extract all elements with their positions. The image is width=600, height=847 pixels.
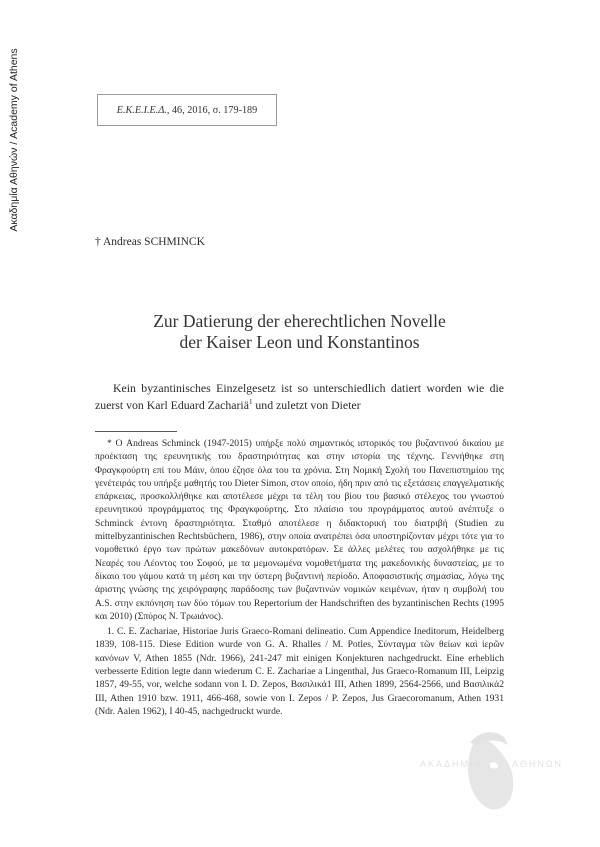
footnote-1: 1. C. E. Zachariae, Historiae Juris Graeco-Romani delineatio. Cum Appendice Ineditorum, Heidelberg 1839, 108-115. Diese Edition wurde von G. A. Rhalles / M. Potles, Σύνταγμα τῶν θείων καὶ ἱερῶν κανόνων V, Athen 1855 (Ndr. 1966), 241-247 mit einigen Konjekturen nachgedruckt. Eine erheblich verbesserte Edition legte dann wiederum C. E. Zachariae a Lingenthal, Jus Graeco-Romanum III, Leipzig 1857, 49-55, vor, welche sodann von I. D. Zepos, Βασιλικά1 III, Athen 1899, 2564-2566, und Βασιλικά2 III, Athen 1910 bzw. 1911, 466-468, sowie von I. Zepos / P. Zepos, Jus Graecoromanum, Athen 1931 (Ndr. Aalen 1962), I 40-45, nachgedruckt wurde.	[95, 626, 504, 717]
citation-journal: Ε.Κ.Ε.Ι.Ε.Δ.	[116, 104, 167, 116]
footnote-star: * Ο Andreas Schminck (1947-2015) υπήρξε πολύ σημαντικός ιστορικός του βυζαντινού δικαίου με προέκταση της ερευνητικής του δραστηριότητας και στην ιστορία της τέχνης. Γεννήθηκε στη Φραγκφούρτη επί του Μάιν, όπου έζησε όλα του τα χρόνια. Στη Νομική Σχολή του Πανεπιστημίου της γενέτειράς του υπήρξε μαθητής του Dieter Simon, στον οποίο, ήδη πριν από τις εξετάσεις επαγγελματικής επάρκειας, προσκολλήθηκε και αποτέλεσε μέχρι τα τέλη του βίου του βασικό στέλεχος του γνωστού ερευνητικού προγράμματος της Φραγκφούρτης. Στο πλαίσιο του προγράμματος αυτού ανέπτυξε ο Schminck έντονη δραστηριότητα. Σταθμό αποτέλεσε η διδακτορική του διατριβή (Studien zu mittelbyzantinischen Rechtsbüchern, 1986), στην οποία ανατρέπει όσα υποστηρίζονταν μέχρι τότε για το νομοθετικό έργο των πρώτων μακεδόνων αυτοκρατόρων. Σε άλλες μελέτες του ασχολήθηκε με τις Νεαρές του Λέοντος του Σοφού, με τα μεμονωμένα νομοθετήματα της μακεδονικής δυναστείας, με το δίκαιο του γάμου κατά τη μέση και την ύστερη βυζαντινή περίοδο. Αποφασιστικής σημασίας, λόγω της άριστης γνώσης της χειρόγραφης παράδοσης των βυζαντινών νομικών κειμένων, ήταν η συμβολή του A.S. στην εκπόνηση των δύο τόμων του Repertorium der Handschriften des byzantinischen Rechts (1995 και 2010) (Σπύρος Ν. Τρωιάνος).	[95, 438, 504, 622]
body-paragraph	[95, 380, 504, 414]
academy-watermark	[398, 725, 578, 820]
watermark-text-left: ΑΚΑΔΗΜΙΑ	[420, 759, 483, 769]
article-title	[95, 311, 504, 352]
article-title-line-1: Zur Datierung der eherechtlichen Novelle	[153, 311, 446, 331]
body-text-part-2: und zuletzt von Dieter	[252, 398, 361, 412]
side-label	[2, 40, 26, 240]
side-label-text: Ακαδημία Αθηνών / Academy of Athens	[8, 48, 20, 232]
citation-volume-year: , 46, 2016, σ. 179-189	[166, 104, 258, 116]
athena-head-icon	[398, 725, 578, 820]
author-name: † Andreas SCHMINCK	[95, 236, 205, 248]
body-text-part-1: Kein byzantinisches Einzelgesetz ist so unterschiedlich datiert worden wie die zuerst von Karl Eduard Zachariä	[95, 381, 504, 412]
footnote-ref-1: 1	[248, 398, 253, 407]
watermark-text-right: ΑΘΗΝΩΝ	[512, 759, 564, 769]
article-title-line-2: der Kaiser Leon und Konstantinos	[179, 331, 420, 352]
body-text	[95, 380, 504, 414]
footnotes	[95, 437, 504, 720]
citation-box	[97, 94, 277, 126]
footnote-separator	[95, 431, 177, 432]
